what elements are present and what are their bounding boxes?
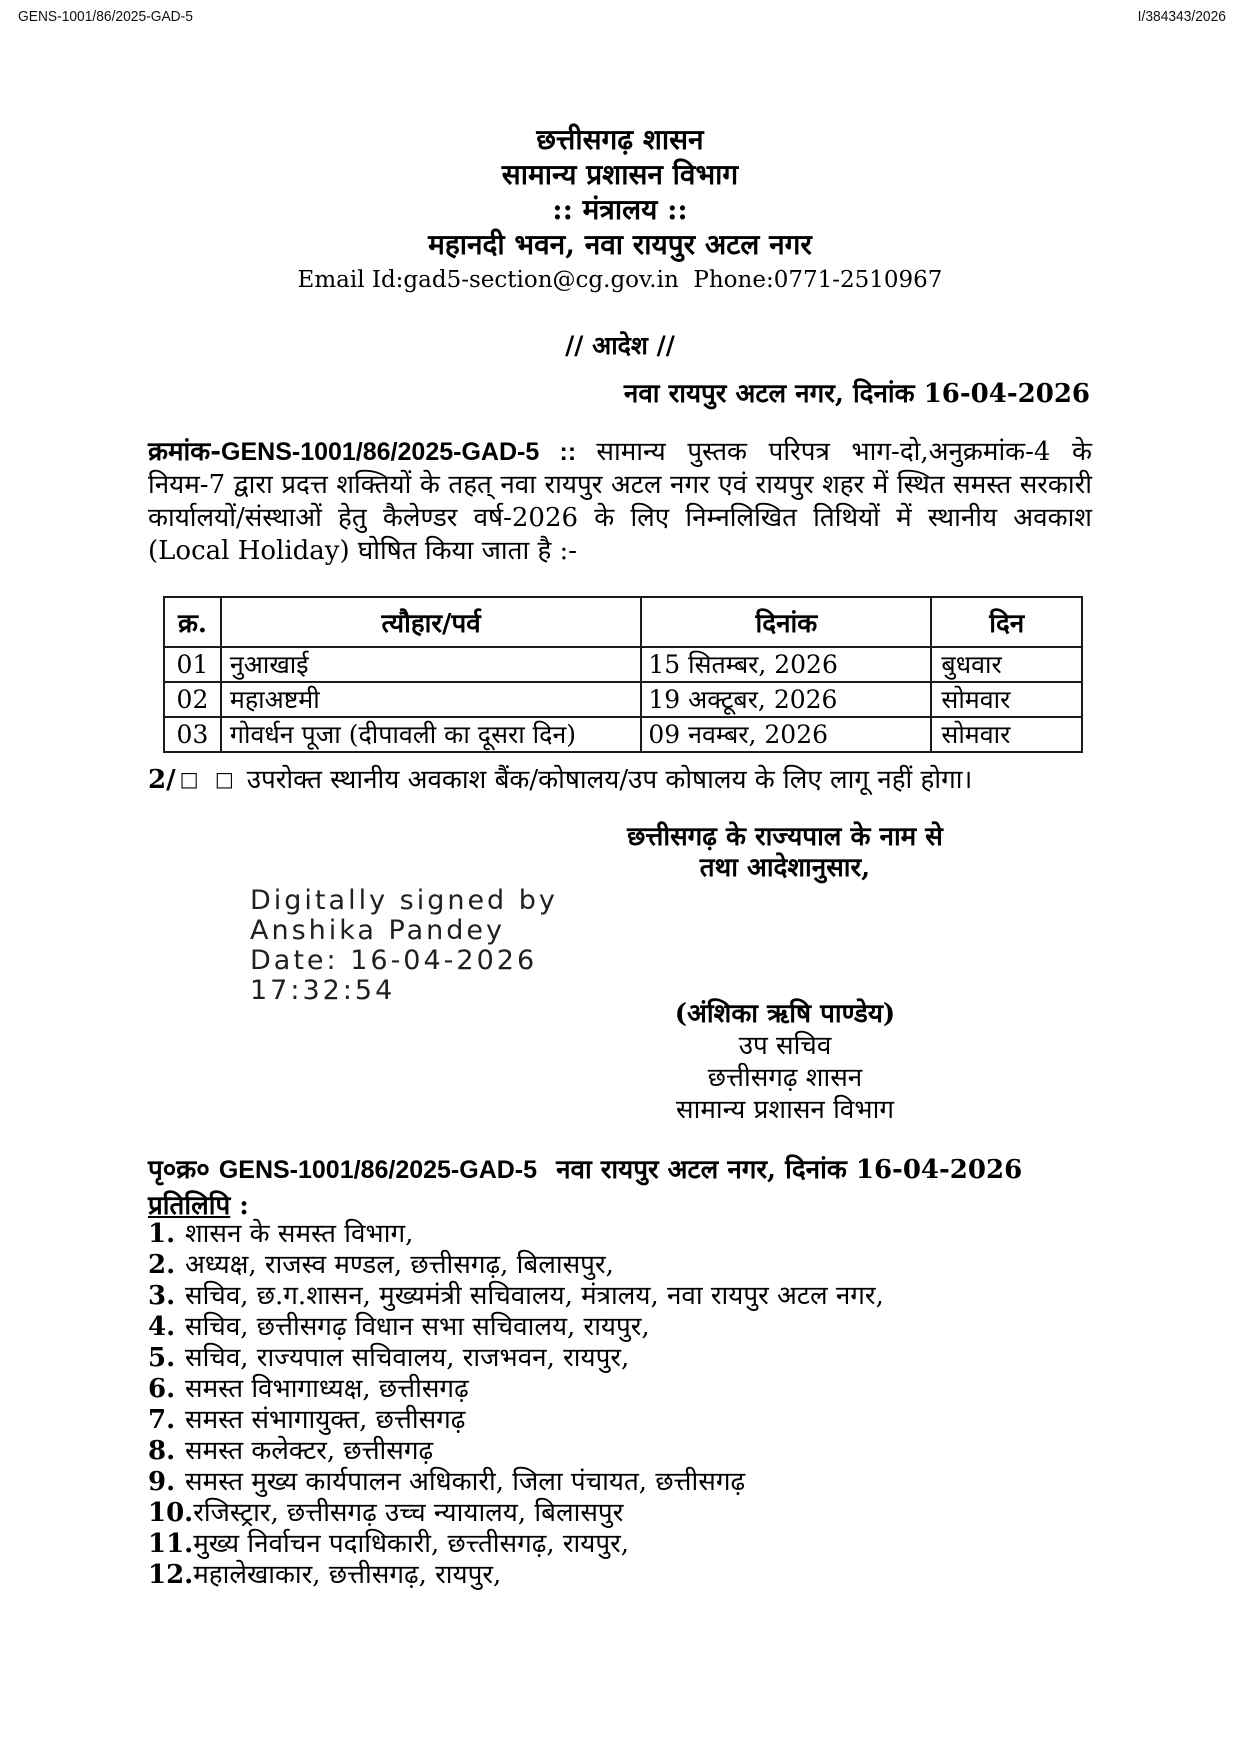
endorsement-place: नवा रायपुर अटल नगर, दिनांक (547, 1155, 856, 1185)
contact-line: Email Id:gad5-section@cg.gov.in Phone:0771-2510967 (297, 267, 943, 293)
col-header-day: दिन (931, 597, 1082, 647)
table-row (164, 682, 1082, 717)
stamp-line: Digitally signed by (250, 885, 558, 916)
table-row (164, 647, 1082, 682)
list-number: 1. (148, 1219, 176, 1249)
list-text: सचिव, छत्तीसगढ़ विधान सभा सचिवालय, रायपुर, (185, 1312, 650, 1342)
file-number-header: GENS-1001/86/2025-GAD-5 (18, 8, 193, 25)
list-number: 10. (148, 1498, 194, 1528)
list-number: 3. (148, 1281, 176, 1311)
place-date-line (624, 374, 1090, 410)
list-number: 11. (148, 1529, 194, 1559)
signer-title: उप सचिव (738, 1031, 832, 1061)
list-item (148, 1282, 1092, 1310)
table-header-row (164, 597, 1082, 647)
list-number: 4. (148, 1312, 176, 1342)
authority-line-1: छत्तीसगढ़ के राज्यपाल के नाम से (627, 822, 943, 852)
mantralaya-line: :: मंत्रालय :: (552, 193, 688, 226)
table-cell: सोमवार (931, 717, 1082, 752)
table-cell: 01 (164, 647, 221, 682)
list-number: 2. (148, 1250, 176, 1280)
reference-separator: :: (539, 438, 597, 466)
order-body-text: सामान्य पुस्तक परिपत्र भाग-दो,अनुक्रमांक-4 के नियम-7 द्वारा प्रदत्त शक्तियों के तहत् नवा रायपुर अटल नगर एवं रायपुर शहर में स्थित समस्त सरकारी कार्यालयों/संस्थाओं हेतु कैलेण्डर वर्ष-2026 के लिए निम्नलिखित तिथियों में स्थानीय अवकाश (Local Holiday) घोषित किया जाता है :- (148, 437, 1093, 566)
list-number: 5. (148, 1343, 176, 1373)
holiday-table (163, 596, 1083, 753)
list-item (148, 1561, 1092, 1589)
list-number: 8. (148, 1436, 176, 1466)
order-date: 16-04-2026 (923, 379, 1090, 409)
list-item (148, 1313, 1092, 1341)
endorsement-prefix: पृ०क्र० (148, 1155, 219, 1185)
list-item (148, 1406, 1092, 1434)
list-item (148, 1220, 1092, 1248)
signer-block (560, 998, 1010, 1126)
col-header-date: दिनांक (641, 597, 931, 647)
copy-to-colon: : (230, 1191, 249, 1221)
department-name: सामान्य प्रशासन विभाग (501, 158, 739, 191)
col-header-festival: त्यौहार/पर्व (221, 597, 641, 647)
checkbox-glyphs: □ □ (179, 767, 239, 791)
stamp-line: Anshika Pandey (250, 915, 506, 946)
government-name: छत्तीसगढ़ शासन (536, 123, 704, 156)
list-text: सचिव, राज्यपाल सचिवालय, राजभवन, रायपुर, (185, 1343, 630, 1373)
order-reference-number: GENS-1001/86/2025-GAD-5 (221, 438, 540, 466)
list-item (148, 1375, 1092, 1403)
recipient-list (148, 1220, 1092, 1592)
signer-org-2: सामान्य प्रशासन विभाग (676, 1095, 894, 1125)
list-item (148, 1344, 1092, 1372)
stamp-line: 17:32:54 (250, 975, 396, 1006)
list-text: मुख्य निर्वाचन पदाधिकारी, छत्त्तीसगढ़, रायपुर, (193, 1529, 630, 1559)
clause-number: 2/ (148, 765, 176, 795)
digital-signature-stamp (250, 886, 558, 1006)
list-item (148, 1499, 1092, 1527)
signer-org-1: छत्तीसगढ़ शासन (707, 1063, 863, 1093)
place-text: नवा रायपुर अटल नगर, दिनांक (623, 379, 924, 409)
list-number: 7. (148, 1405, 176, 1435)
list-item (148, 1251, 1092, 1279)
table-cell: 19 अक्टूबर, 2026 (641, 682, 931, 717)
clause-2 (148, 760, 972, 796)
table-cell: गोवर्धन पूजा (दीपावली का दूसरा दिन) (221, 717, 641, 752)
stamp-line: Date: 16-04-2026 (250, 945, 538, 976)
list-text: समस्त संभागायुक्त, छत्तीसगढ़ (185, 1405, 466, 1435)
signer-name: (अंशिका ऋषि पाण्डेय) (674, 999, 896, 1029)
authority-line-2: तथा आदेशानुसार, (699, 853, 871, 883)
endorsement-date: 16-04-2026 (855, 1155, 1023, 1185)
table-row (164, 717, 1082, 752)
copy-to-label (148, 1186, 249, 1222)
authority-block (560, 822, 1010, 884)
eoffice-id-header: I/384343/2026 (1137, 8, 1226, 25)
list-item (148, 1530, 1092, 1558)
clause-text: उपरोक्त स्थानीय अवकाश बैंक/कोषालय/उप कोषालय के लिए लागू नहीं होगा। (246, 765, 973, 795)
list-number: 12. (148, 1560, 194, 1590)
table-cell: बुधवार (931, 647, 1082, 682)
copy-to-text: प्रतिलिपि (148, 1191, 231, 1221)
table-cell: सोमवार (931, 682, 1082, 717)
table-cell: 02 (164, 682, 221, 717)
list-text: समस्त मुख्य कार्यपालन अधिकारी, जिला पंचायत, छत्तीसगढ़ (185, 1467, 746, 1497)
list-text: समस्त कलेक्टर, छत्तीसगढ़ (185, 1436, 434, 1466)
list-text: सचिव, छ.ग.शासन, मुख्यमंत्री सचिवालय, मंत्रालय, नवा रायपुर अटल नगर, (185, 1281, 884, 1311)
table-cell: नुआखाई (221, 647, 641, 682)
building-address: महानदी भवन, नवा रायपुर अटल नगर (428, 228, 812, 261)
list-text: समस्त विभागाध्यक्ष, छत्तीसगढ़ (185, 1374, 469, 1404)
list-item (148, 1437, 1092, 1465)
list-text: रजिस्ट्रार, छत्तीसगढ़ उच्च न्यायालय, बिलासपुर (193, 1498, 624, 1528)
list-text: महालेखाकार, छत्तीसगढ़, रायपुर, (193, 1560, 502, 1590)
letterhead (0, 122, 1240, 295)
kramank-label: क्रमांक- (148, 437, 222, 467)
table-cell: 03 (164, 717, 221, 752)
list-number: 9. (148, 1467, 176, 1497)
order-body-paragraph (148, 436, 1092, 568)
table-cell: 09 नवम्बर, 2026 (641, 717, 931, 752)
col-header-serial: क्र. (164, 597, 221, 647)
endorsement-line (148, 1150, 1022, 1186)
holiday-table-body (164, 647, 1082, 752)
list-text: शासन के समस्त विभाग, (185, 1219, 414, 1249)
list-item (148, 1468, 1092, 1496)
endorsement-reference-number: GENS-1001/86/2025-GAD-5 (218, 1156, 538, 1184)
list-text: अध्यक्ष, राजस्व मण्डल, छत्तीसगढ़, बिलासपुर, (185, 1250, 614, 1280)
table-cell: 15 सितम्बर, 2026 (641, 647, 931, 682)
table-cell: महाअष्टमी (221, 682, 641, 717)
list-number: 6. (148, 1374, 176, 1404)
order-title: // आदेश // (565, 331, 675, 360)
